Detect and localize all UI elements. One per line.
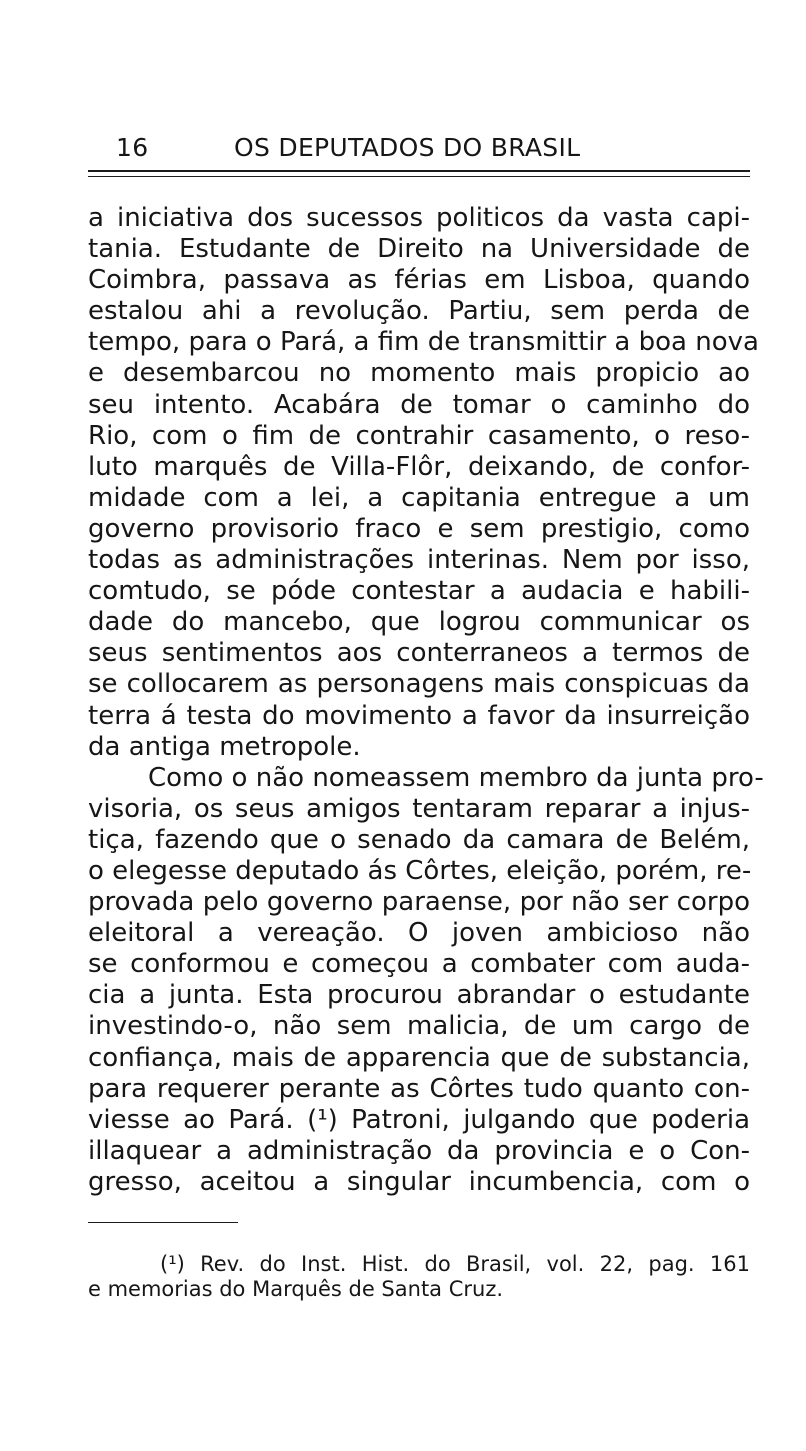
- text-line: seus sentimentos aos conterraneos a termos de: [88, 638, 750, 669]
- text-line: a iniciativa dos sucessos politicos da vasta capi-: [88, 203, 750, 233]
- footnote-line: (¹) Rev. do Inst. Hist. do Brasil, vol. 22, pag. 161: [160, 1252, 750, 1276]
- paragraph-2: [88, 762, 764, 1198]
- text-line: investindo-o, não sem malicia, de um cargo de: [88, 1011, 750, 1042]
- text-line: seu intento. Acabára de tomar o caminho do: [88, 389, 750, 420]
- text-line: tempo, para o Pará, a fim de transmittir a boa nova: [88, 327, 759, 358]
- text-line: Como o não nomeassem membro da junta pro-: [148, 762, 764, 793]
- text-line: Rio, com o fim de contrahir casamento, o reso-: [88, 420, 750, 451]
- header-rule-thin: [88, 176, 750, 177]
- text-line: estalou ahi a revolução. Partiu, sem perda de: [88, 296, 750, 327]
- text-line: da antiga metropole.: [88, 731, 361, 762]
- text-line: terra á testa do movimento a favor da insurreição: [88, 700, 750, 731]
- header-rule-thick: [88, 170, 750, 172]
- text-line: eleitoral a vereação. O joven ambicioso não: [88, 918, 750, 949]
- text-line: confiança, mais de apparencia que de substancia,: [88, 1042, 750, 1073]
- text-line: midade com a lei, a capitania entregue a um: [88, 482, 750, 513]
- text-line: se conformou e começou a combater com auda-: [88, 949, 750, 980]
- footnote: [88, 1252, 750, 1302]
- page-number: 16: [116, 133, 149, 162]
- text-line: dade do mancebo, que logrou communicar os: [88, 607, 750, 638]
- body-text: [88, 203, 764, 1198]
- footnote-rule: [88, 1222, 238, 1223]
- text-line: tiça, fazendo que o senado da camara de Belém,: [88, 824, 750, 855]
- text-line: para requerer perante as Côrtes tudo quanto con-: [88, 1073, 750, 1104]
- text-line: luto marquês de Villa-Flôr, deixando, de confor-: [88, 451, 750, 482]
- text-line: illaquear a administração da provincia e o Con-: [88, 1135, 750, 1166]
- text-line: provada pelo governo paraense, por não ser corpo: [88, 887, 750, 918]
- text-line: Coimbra, passava as férias em Lisboa, quando: [88, 265, 750, 296]
- text-line: gresso, aceitou a singular incumbencia, com o: [88, 1166, 750, 1197]
- text-line: o elegesse deputado ás Côrtes, eleição, porém, re-: [88, 855, 752, 886]
- text-line: governo provisorio fraco e sem prestigio, como: [88, 513, 750, 544]
- text-line: visoria, os seus amigos tentaram reparar a injus-: [88, 793, 750, 824]
- text-line: todas as administrações interinas. Nem por isso,: [88, 545, 750, 576]
- text-line: tania. Estudante de Direito na Universidade de: [88, 234, 750, 265]
- text-line: se collocarem as personagens mais conspicuas da: [88, 669, 750, 700]
- running-head: [88, 133, 750, 167]
- text-line: e desembarcou no momento mais propicio ao: [88, 358, 750, 389]
- running-head-title: OS DEPUTADOS DO BRASIL: [234, 133, 581, 162]
- footnote-line: e memorias do Marquês de Santa Cruz.: [88, 1277, 504, 1301]
- text-line: cia a junta. Esta procurou abrandar o estudante: [88, 980, 750, 1011]
- text-line: comtudo, se póde contestar a audacia e habili-: [88, 576, 750, 607]
- text-line: viesse ao Pará. (¹) Patroni, julgando que poderia: [88, 1104, 750, 1135]
- paragraph-1: [88, 203, 759, 763]
